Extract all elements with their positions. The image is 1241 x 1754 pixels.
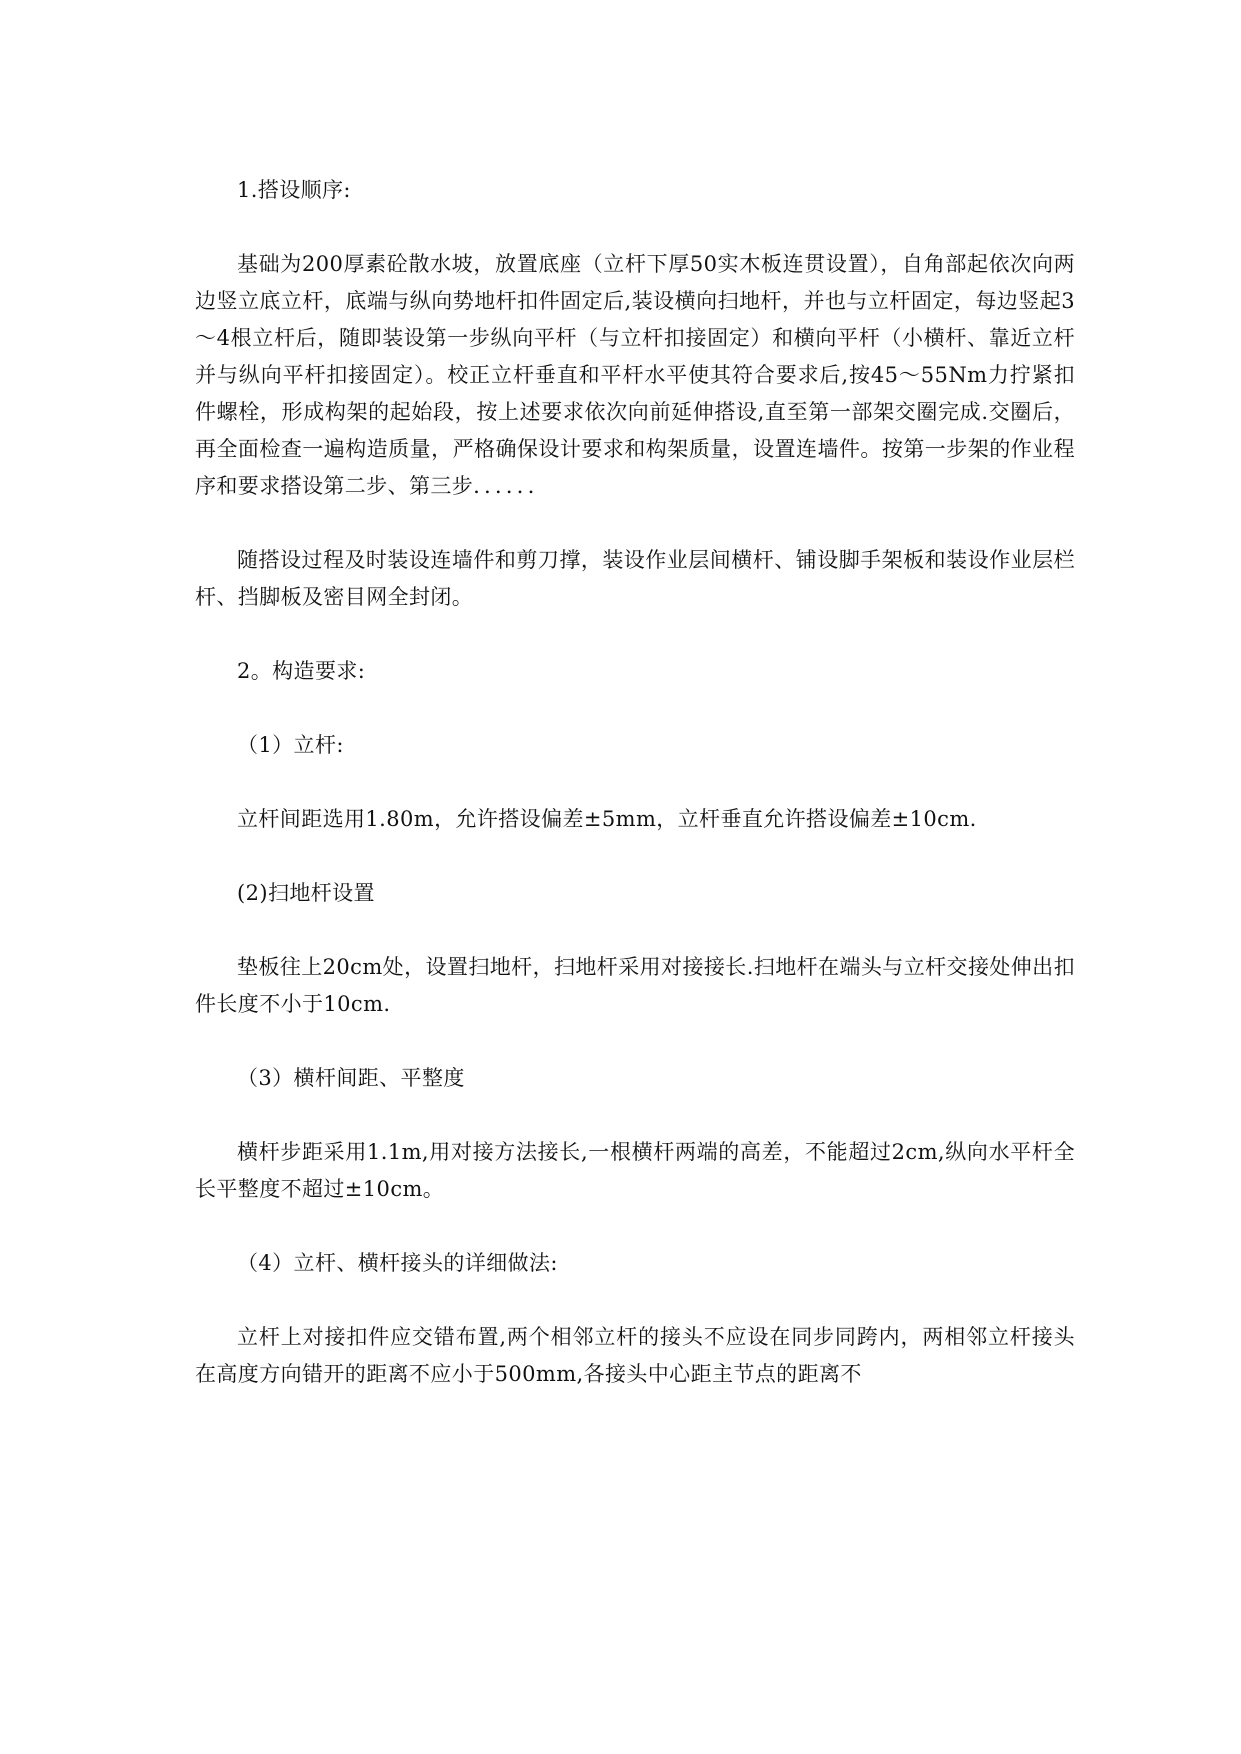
subsection-2-title: (2)扫地杆设置 bbox=[237, 881, 375, 905]
subsection-3-title: （3）横杆间距、平整度 bbox=[237, 1066, 465, 1090]
paragraph-erection-sequence: 基础为200厚素砼散水坡，放置底座（立杆下厚50实木板连贯设置），自角部起依次向两边竖立底立杆，底端与纵向势地杆扣件固定后,装设横向扫地杆，并也与立杆固定，每边竖起3～4根立杆后，随即装设第一步纵向平杆（与立杆扣接固定）和横向平杆（小横杆、靠近立杆并与纵向平杆扣接固定）。校正立杆垂直和平杆水平使其符合要求后,按45～55Nm力拧紧扣件螺栓，形成构架的起始段，按上述要求依次向前延伸搭设,直至第一部架交圈完成.交圈后，再全面检查一遍构造质量，严格确保设计要求和构架质量，设置连墙件。按第一步架的作业程序和要求搭设第二步、第三步．．．．．． bbox=[195, 252, 1075, 498]
section-1-title: 1.搭设顺序: bbox=[237, 178, 351, 202]
subsection-2-text: 垫板往上20cm处，设置扫地杆，扫地杆采用对接接长.扫地杆在端头与立杆交接处伸出扣件长度不小于10cm. bbox=[195, 955, 1075, 1016]
subsection-1-title: （1）立杆: bbox=[237, 733, 344, 757]
subsection-1-text: 立杆间距选用1.80m，允许搭设偏差±5mm，立杆垂直允许搭设偏差±10cm. bbox=[237, 807, 977, 831]
subsection-3-text: 横杆步距采用1.1m,用对接方法接长,一根横杆两端的高差，不能超过2cm,纵向水平杆全长平整度不超过±10cm。 bbox=[195, 1140, 1075, 1201]
subsection-4-text: 立杆上对接扣件应交错布置,两个相邻立杆的接头不应设在同步同跨内，两相邻立杆接头在高度方向错开的距离不应小于500mm,各接头中心距主节点的距离不 bbox=[195, 1325, 1075, 1386]
paragraph-ties-and-bracing: 随搭设过程及时装设连墙件和剪刀撑，装设作业层间横杆、铺设脚手架板和装设作业层栏杆、挡脚板及密目网全封闭。 bbox=[195, 548, 1075, 609]
document-body bbox=[195, 172, 1075, 1430]
section-2-title: 2。构造要求: bbox=[237, 659, 366, 683]
subsection-4-title: （4）立杆、横杆接头的详细做法: bbox=[237, 1251, 558, 1275]
